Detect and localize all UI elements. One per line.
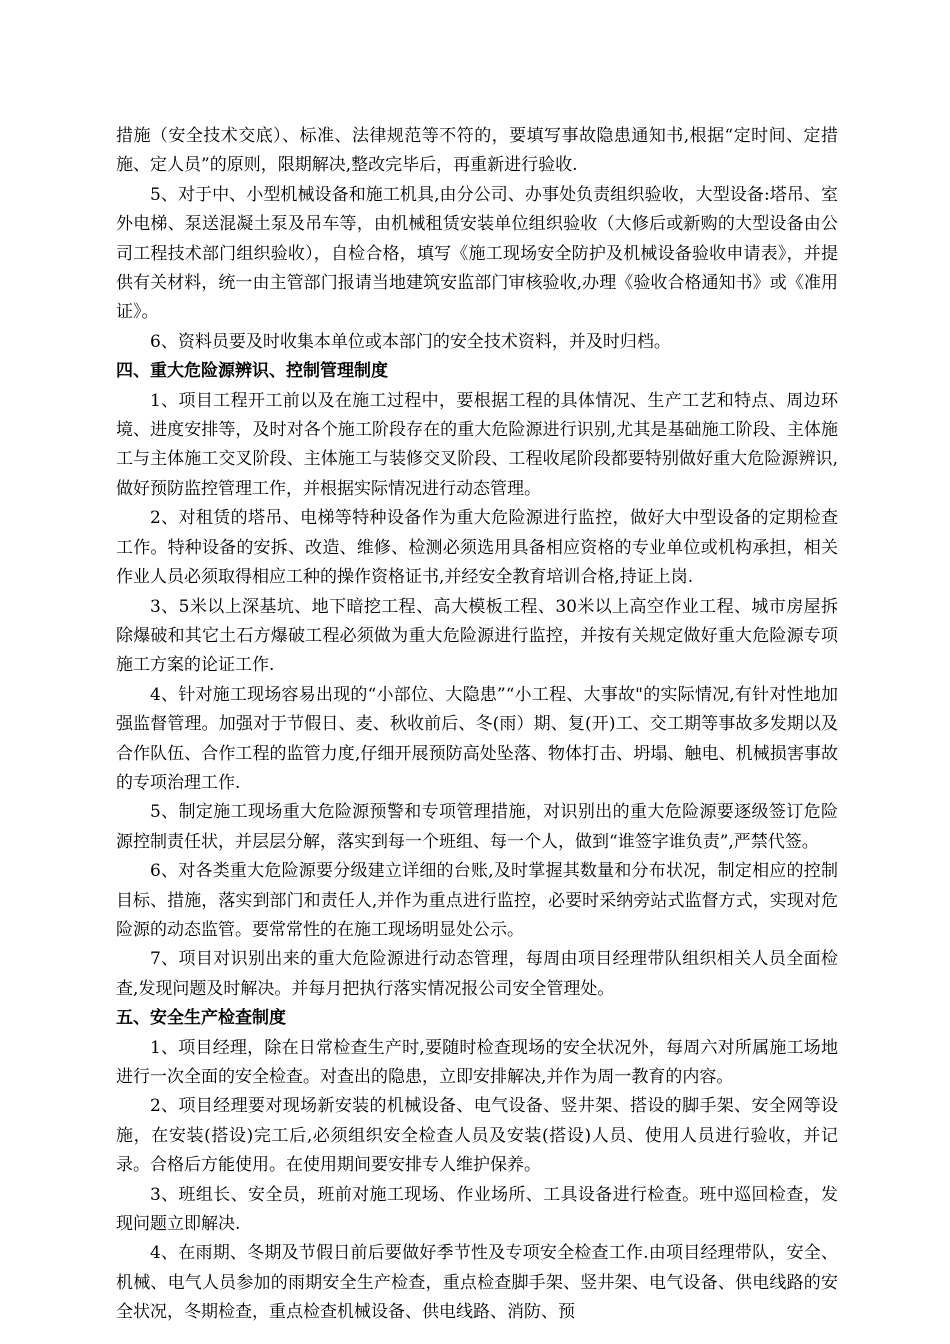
document-body bbox=[116, 122, 838, 1328]
section-heading-4: 四、重大危险源辨识、控制管理制度 bbox=[116, 361, 388, 382]
paragraph-continuation: 措施（安全技术交底）、标准、法律规范等不符的，要填写事故隐患通知书,根据“定时间、定措施、定人员”的原则，限期解决,整改完毕后，再重新进行验收. bbox=[116, 126, 838, 176]
paragraph-item-5: 5、对于中、小型机械设备和施工机具,由分公司、办事处负责组织验收，大型设备:塔吊、室外电梯、泵送混凝土泵及吊车等，由机械租赁安装单位组织验收（大修后或新购的大型设备由公司工程技术部门组织验收），自检合格，填写《施工现场安全防护及机械设备验收申请表》，并提供有关材料，统一由主管部门报请当地建筑安监部门审核验收,办理《验收合格通知书》或《准用证》。 bbox=[116, 184, 838, 323]
paragraph-item-2: 2、项目经理要对现场新安装的机械设备、电气设备、竖井架、搭设的脚手架、安全网等设施，在安装(搭设)完工后,必须组织安全检查人员及安装(搭设)人员、使用人员进行验收，并记录。合格后方能使用。在使用期间要安排专人维护保养。 bbox=[116, 1096, 838, 1176]
paragraph-item-4: 4、在雨期、冬期及节假日前后要做好季节性及专项安全检查工作.由项目经理带队，安全、机械、电气人员参加的雨期安全生产检查，重点检查脚手架、竖井架、电气设备、供电线路的安全状况，冬期检查，重点检查机械设备、供电线路、消防、预 bbox=[116, 1243, 838, 1323]
paragraph-item-3: 3、班组长、安全员，班前对施工现场、作业场所、工具设备进行检查。班中巡回检查，发现问题立即解决. bbox=[116, 1184, 838, 1235]
paragraph-item-6: 6、资料员要及时收集本单位或本部门的安全技术资料，并及时归档。 bbox=[150, 331, 671, 352]
paragraph-item-5: 5、制定施工现场重大危险源预警和专项管理措施，对识别出的重大危险源要逐级签订危险源控制责任状，并层层分解，落实到每一个班组、每一个人，做到“谁签字谁负责”,严禁代签。 bbox=[116, 802, 838, 852]
paragraph-item-3: 3、5米以上深基坑、地下暗挖工程、高大模板工程、30米以上高空作业工程、城市房屋拆除爆破和其它土石方爆破工程必须做为重大危险源进行监控，并按有关规定做好重大危险源专项施工方案的论证工作. bbox=[116, 596, 838, 676]
paragraph-item-1: 1、项目经理，除在日常检查生产时,要随时检查现场的安全状况外，每周六对所属施工场地进行一次全面的安全检查。对查出的隐患，立即安排解决,并作为周一教育的内容。 bbox=[116, 1037, 838, 1087]
section-heading-5: 五、安全生产检查制度 bbox=[116, 1008, 286, 1029]
paragraph-item-4: 4、针对施工现场容易出现的“小部位、大隐患”“小工程、大事故"的实际情况,有针对性地加强监督管理。加强对于节假日、麦、秋收前后、冬(雨）期、复(开)工、交工期等事故多发期以及合作队伍、合作工程的监管力度,仔细开展预防高处坠落、物体打击、坍塌、触电、机械损害事故的专项治理工作. bbox=[116, 684, 838, 793]
paragraph-item-7: 7、项目对识别出来的重大危险源进行动态管理，每周由项目经理带队组织相关人员全面检查,发现问题及时解决。并每月把执行落实情况报公司安全管理处。 bbox=[116, 949, 838, 999]
paragraph-item-6: 6、对各类重大危险源要分级建立详细的台账,及时掌握其数量和分布状况，制定相应的控制目标、措施，落实到部门和责任人,并作为重点进行监控，必要时采纳旁站式监督方式，实现对危险源的动态监管。要常常性的在施工现场明显处公示。 bbox=[116, 861, 838, 940]
paragraph-item-2: 2、对租赁的塔吊、电梯等特种设备作为重大危险源进行监控，做好大中型设备的定期检查工作。特种设备的安拆、改造、维修、检测必须选用具备相应资格的专业单位或机构承担，相关作业人员必须取得相应工种的操作资格证书,并经安全教育培训合格,持证上岗. bbox=[116, 508, 838, 588]
paragraph-item-1: 1、项目工程开工前以及在施工过程中，要根据工程的具体情况、生产工艺和特点、周边环境、进度安排等，及时对各个施工阶段存在的重大危险源进行识别,尤其是基础施工阶段、主体施工与主体施工交叉阶段、主体施工与装修交叉阶段、工程收尾阶段都要特别做好重大危险源辨识,做好预防监控管理工作，并根据实际情况进行动态管理。 bbox=[116, 390, 838, 499]
